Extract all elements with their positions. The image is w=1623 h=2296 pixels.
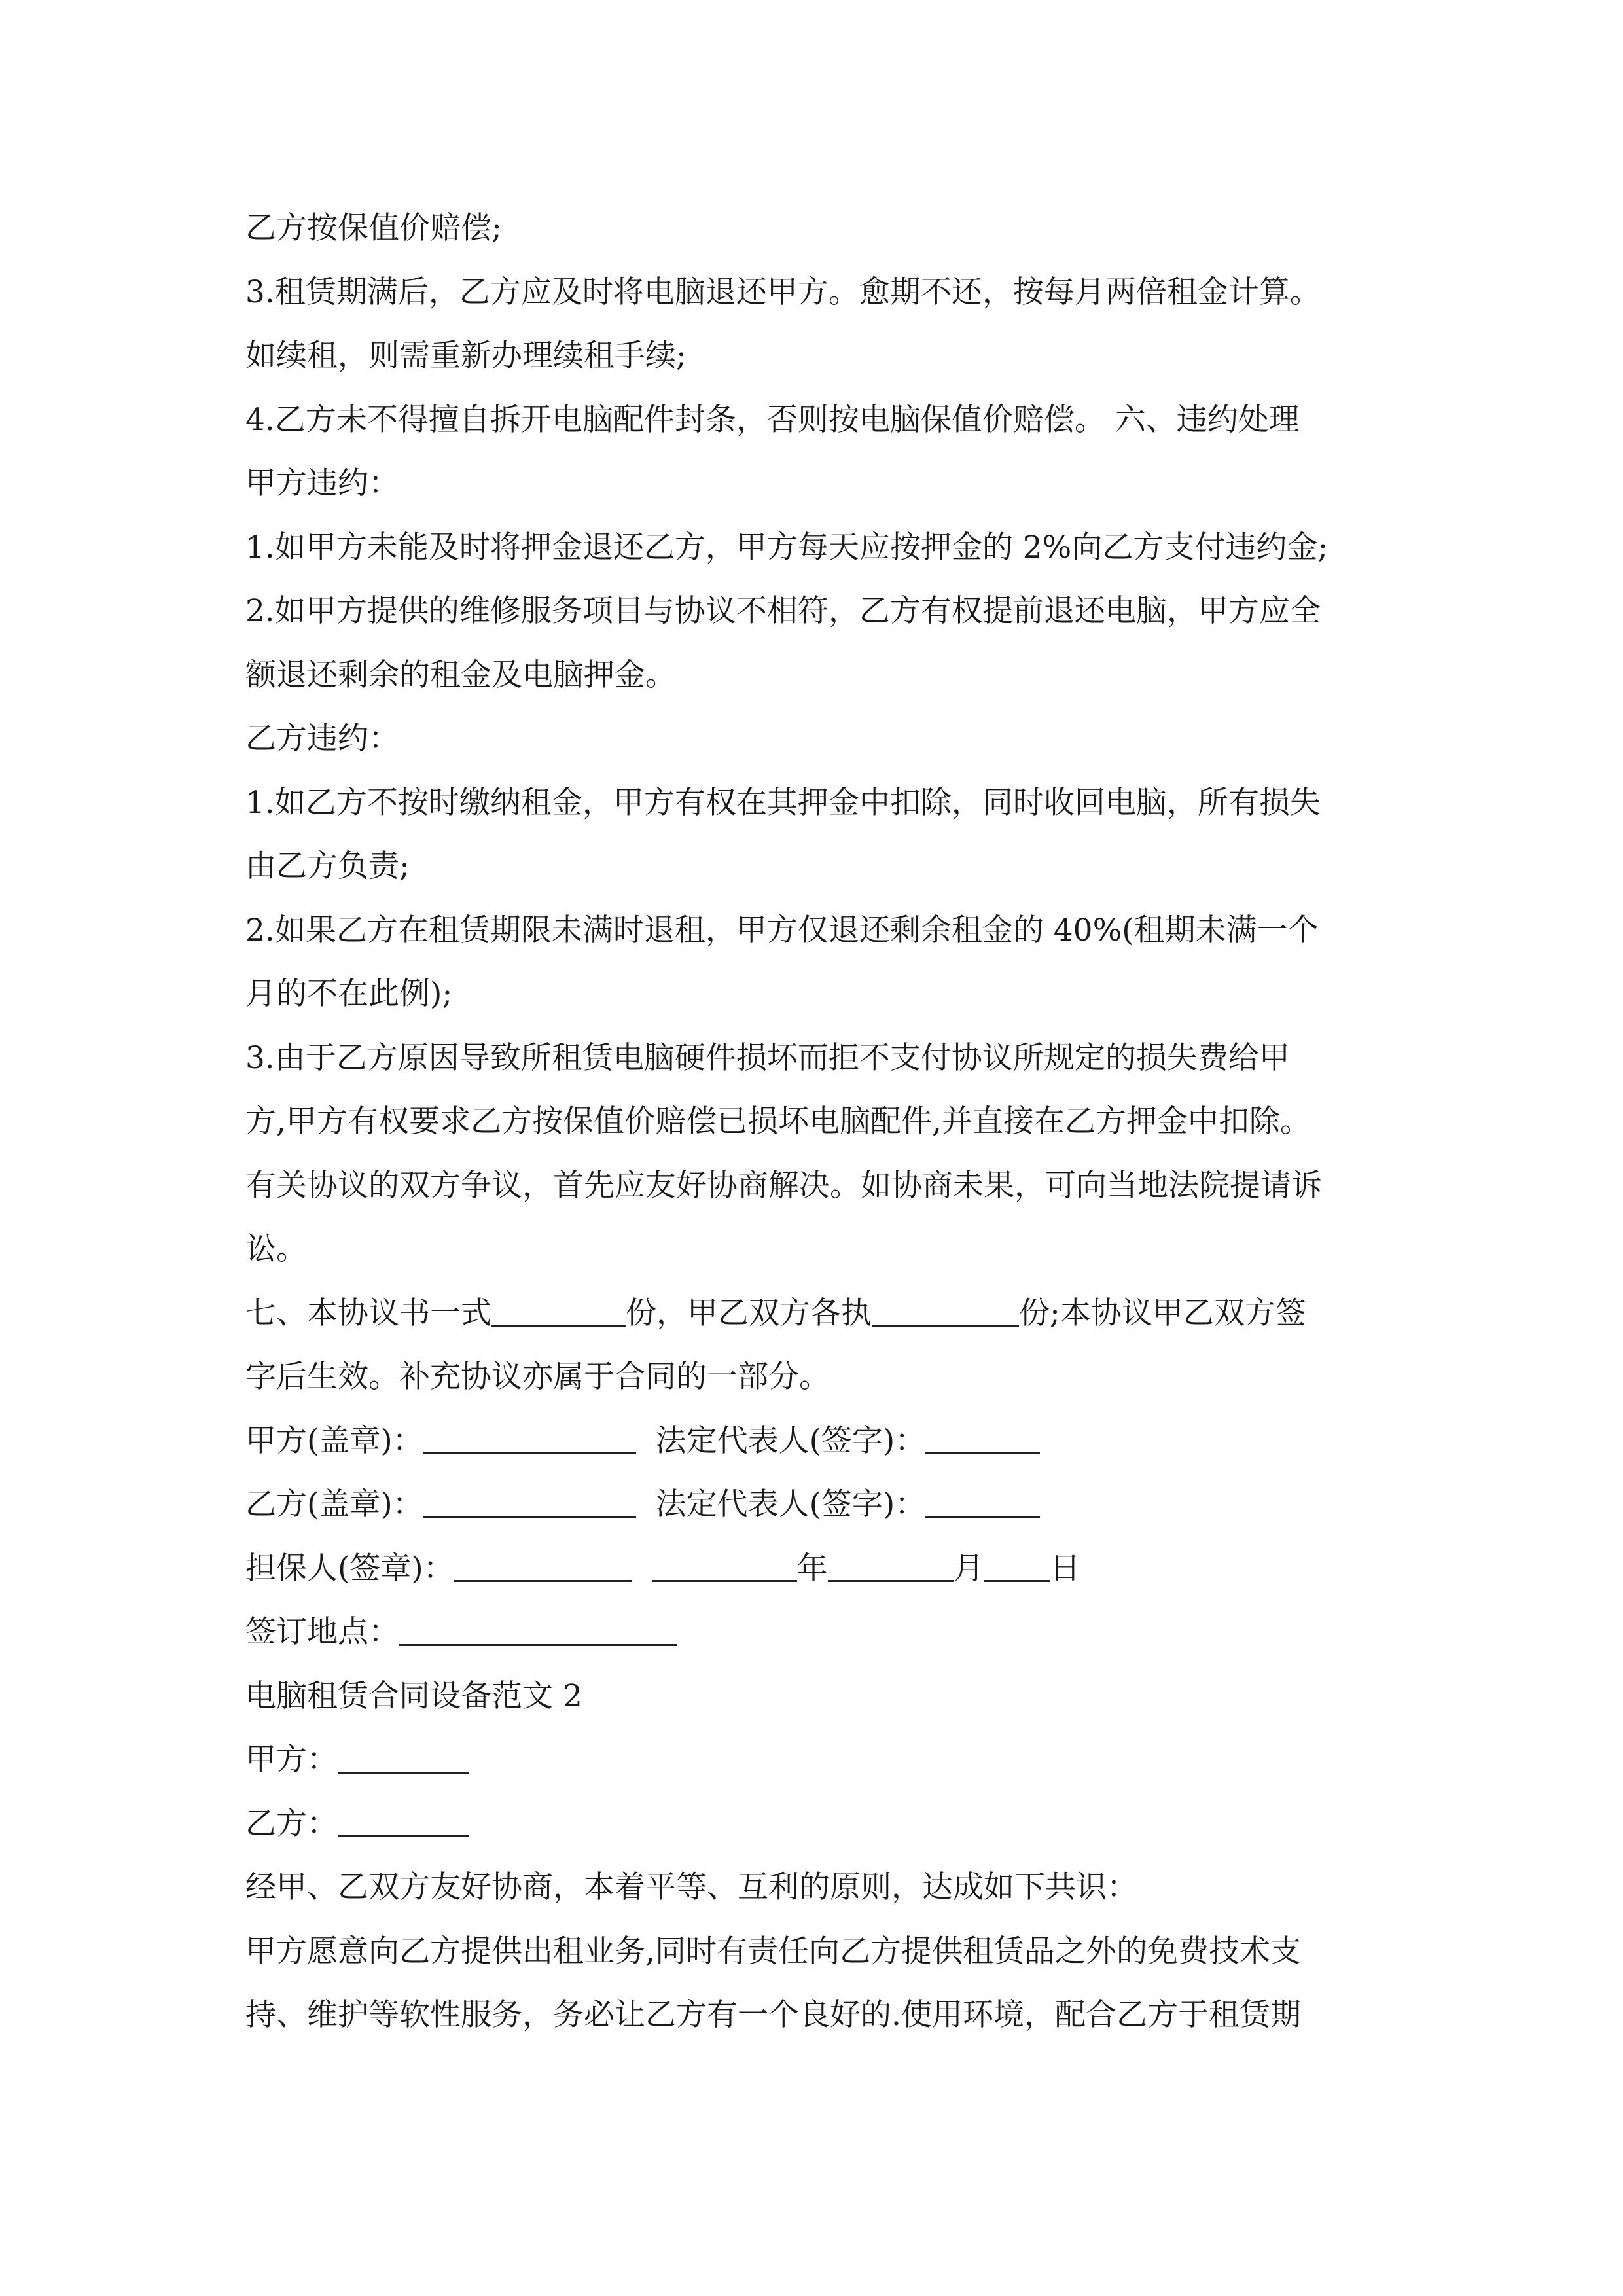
party-a-signature-line bbox=[245, 1409, 1397, 1473]
party-a-seal-blank[interactable] bbox=[423, 1422, 636, 1454]
day-blank[interactable] bbox=[984, 1549, 1050, 1582]
year-blank[interactable] bbox=[652, 1549, 797, 1582]
copies-mid: 份，甲乙双方各执 bbox=[626, 1295, 872, 1331]
total-copies-blank[interactable] bbox=[491, 1294, 626, 1327]
signing-place-blank[interactable] bbox=[399, 1613, 677, 1646]
text-line: 乙方按保值价赔偿; bbox=[245, 210, 502, 246]
guarantor-line bbox=[245, 1537, 1397, 1601]
section2-party-b-label: 乙方： bbox=[245, 1805, 338, 1842]
party-a-seal-label: 甲方(盖章)： bbox=[245, 1422, 423, 1459]
text-line: 经甲、乙双方友好协商，本着平等、互利的原则，达成如下共识： bbox=[245, 1869, 1137, 1905]
each-copies-blank[interactable] bbox=[872, 1294, 1019, 1327]
text-line: 如续租，则需重新办理续租手续; bbox=[245, 338, 687, 374]
text-line: 额退还剩余的租金及电脑押金。 bbox=[245, 656, 676, 693]
signing-place-label: 签订地点： bbox=[245, 1614, 399, 1650]
text-line: 1.如乙方不按时缴纳租金，甲方有权在其押金中扣除，同时收回电脑，所有损失 bbox=[245, 784, 1321, 821]
section2-party-b-line bbox=[245, 1792, 1397, 1856]
text-line: 持、维护等软性服务，务必让乙方有一个良好的.使用环境，配合乙方于租赁期 bbox=[245, 1997, 1301, 2033]
section2-party-a-blank[interactable] bbox=[338, 1741, 469, 1774]
month-label: 月 bbox=[953, 1550, 984, 1587]
text-line: 4.乙方未不得擅自拆开电脑配件封条，否则按电脑保值价赔偿。 六、违约处理 bbox=[245, 401, 1300, 438]
day-label: 日 bbox=[1049, 1550, 1080, 1587]
guarantor-label: 担保人(签章)： bbox=[245, 1550, 454, 1587]
signing-place-line bbox=[245, 1600, 1397, 1664]
text-line: 方,甲方有权要求乙方按保值价赔偿已损坏电脑配件,并直接在乙方押金中扣除。 bbox=[245, 1103, 1311, 1139]
text-line: 由乙方负责; bbox=[245, 848, 410, 884]
text-line: 讼。 bbox=[245, 1231, 307, 1267]
copies-suffix: 份;本协议甲乙双方签 bbox=[1019, 1295, 1306, 1331]
section-title: 电脑租赁合同设备范文 2 bbox=[245, 1677, 582, 1714]
text-line: 3.由于乙方原因导致所租赁电脑硬件损坏而拒不支付协议所规定的损失费给甲 bbox=[245, 1039, 1290, 1076]
effect-clause-line: 字后生效。补充协议亦属于合同的一部分。 bbox=[245, 1359, 830, 1395]
month-blank[interactable] bbox=[828, 1549, 954, 1582]
text-line: 2.如甲方提供的维修服务项目与协议不相符，乙方有权提前退还电脑，甲方应全 bbox=[245, 593, 1321, 629]
copies-prefix: 七、本协议书一式 bbox=[245, 1295, 491, 1331]
legal-rep-b-blank[interactable] bbox=[925, 1486, 1040, 1518]
section2-party-a-label: 甲方： bbox=[245, 1742, 338, 1778]
text-line: 2.如果乙方在租赁期限未满时退租，甲方仅退还剩余租金的 40%(租期未满一个 bbox=[245, 912, 1319, 948]
text-line: 乙方违约： bbox=[245, 721, 399, 757]
text-line: 3.租赁期满后，乙方应及时将电脑退还甲方。愈期不还，按每月两倍租金计算。 bbox=[245, 274, 1321, 310]
section2-party-b-blank[interactable] bbox=[338, 1804, 469, 1837]
legal-rep-b-label: 法定代表人(签字)： bbox=[655, 1486, 926, 1522]
legal-rep-a-blank[interactable] bbox=[925, 1422, 1040, 1454]
document-body bbox=[245, 196, 1397, 2047]
copies-clause-line bbox=[245, 1282, 1397, 1346]
text-line: 月的不在此例); bbox=[245, 976, 453, 1012]
party-b-signature-line bbox=[245, 1473, 1397, 1537]
text-line: 1.如甲方未能及时将押金退还乙方，甲方每天应按押金的 2%向乙方支付违约金; bbox=[245, 529, 1329, 565]
guarantor-blank[interactable] bbox=[454, 1549, 632, 1582]
party-b-seal-blank[interactable] bbox=[423, 1486, 636, 1518]
text-line: 甲方愿意向乙方提供出租业务,同时有责任向乙方提供租赁品之外的免费技术支 bbox=[245, 1933, 1301, 1969]
party-b-seal-label: 乙方(盖章)： bbox=[245, 1486, 423, 1522]
text-line: 甲方违约： bbox=[245, 465, 399, 501]
legal-rep-a-label: 法定代表人(签字)： bbox=[655, 1422, 926, 1459]
year-label: 年 bbox=[796, 1550, 828, 1587]
section2-party-a-line bbox=[245, 1728, 1397, 1792]
text-line: 有关协议的双方争议，首先应友好协商解决。如协商未果，可向当地法院提请诉 bbox=[245, 1167, 1322, 1204]
